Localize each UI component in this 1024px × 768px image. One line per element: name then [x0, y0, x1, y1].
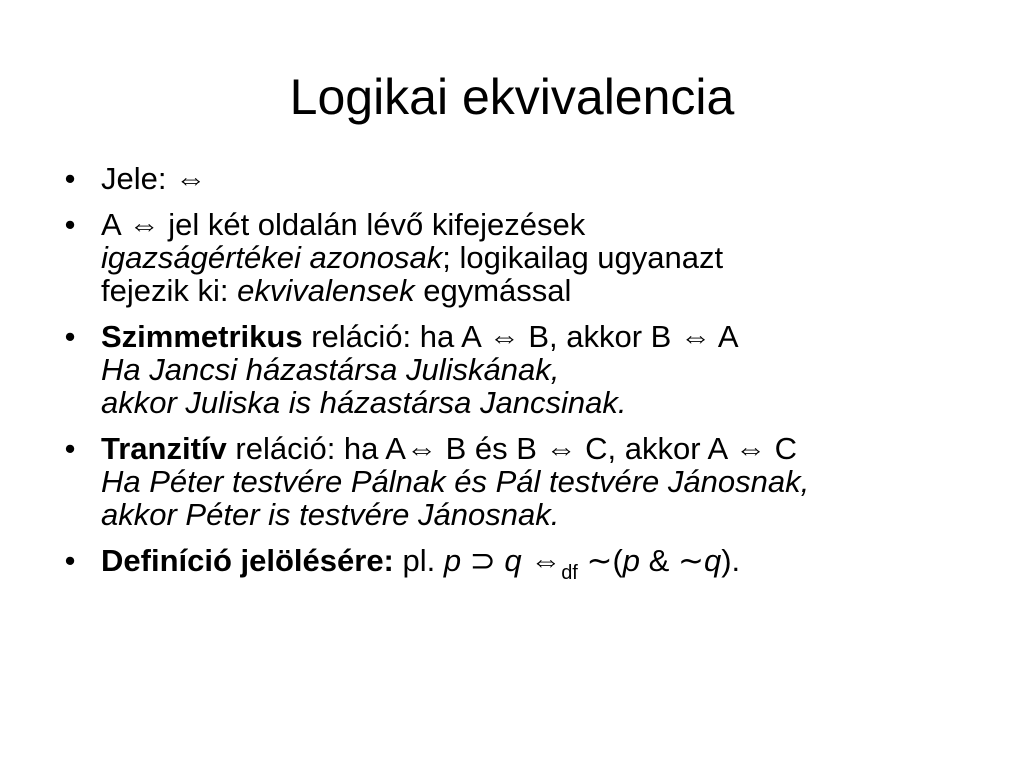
equivalence-symbol: ⇔ [530, 543, 562, 578]
df-subscript: df [561, 562, 578, 584]
bullet-text: reláció: ha A [302, 319, 489, 354]
example-line: Ha Jancsi házastársa Juliskának, [101, 352, 560, 387]
equivalence-symbol: ⇔ [545, 431, 577, 466]
paren-close: ). [721, 543, 741, 578]
bullet-text: reláció: ha A [226, 431, 406, 466]
equivalence-symbol: ⇔ [488, 319, 520, 354]
bullet-mark: • [64, 161, 76, 196]
bullet-text: A [710, 319, 739, 354]
bullet-mark: • [64, 543, 76, 578]
bullet-item-jele [60, 162, 990, 195]
slide-title: Logikai ekvivalencia [289, 69, 735, 125]
conjunction-symbol: & [640, 543, 678, 578]
variable-q: q [703, 543, 722, 578]
bullet-text: C [766, 431, 798, 466]
italic-text: igazságértékei azonosak [101, 240, 443, 275]
equivalence-symbol: ⇔ [679, 319, 711, 354]
bullet-list [60, 162, 990, 603]
bold-term: Szimmetrikus [101, 319, 303, 354]
bullet-text: Jele: [101, 161, 176, 196]
bold-term: Definíció jelölésére: [101, 543, 394, 578]
variable-q: q [504, 543, 522, 578]
bullet-text: jel két oldalán lévő kifejezések [159, 207, 586, 242]
equivalence-symbol: ⇔ [175, 161, 207, 196]
variable-p: p [443, 543, 462, 578]
bullet-mark: • [64, 319, 76, 354]
italic-text: ekvivalensek [237, 273, 415, 308]
space [522, 543, 531, 578]
bullet-mark: • [64, 431, 76, 466]
equivalence-symbol: ⇔ [128, 207, 160, 242]
bullet-text: fejezik ki: [101, 273, 238, 308]
equivalence-symbol: ⇔ [735, 431, 767, 466]
bullet-item-symmetric [60, 320, 990, 419]
implication-symbol: ⊃ [461, 543, 505, 578]
bullet-line [101, 320, 990, 353]
bullet-item-transitive [60, 432, 990, 531]
paren-open: ( [612, 543, 623, 578]
bullet-line [101, 432, 990, 465]
equivalence-symbol: ⇔ [405, 431, 437, 466]
example-line: akkor Juliska is házastársa Jancsinak. [101, 385, 627, 420]
bullet-text: egymással [414, 273, 572, 308]
bullet-text: pl. [393, 543, 444, 578]
example-line: akkor Péter is testvére Jánosnak. [101, 497, 560, 532]
bullet-text: B, akkor B [519, 319, 680, 354]
bullet-line [101, 162, 990, 195]
bullet-line [101, 241, 990, 274]
negation-symbol: ∼ [577, 543, 613, 578]
bullet-text: ; logikailag ugyanazt [442, 240, 724, 275]
example-line: Ha Péter testvére Pálnak és Pál testvére Jánosnak, [101, 464, 810, 499]
bold-term: Tranzitív [101, 431, 227, 466]
bullet-item-meaning [60, 208, 990, 307]
bullet-line [101, 208, 990, 241]
bullet-line [101, 544, 990, 590]
negation-symbol: ∼ [677, 543, 704, 578]
bullet-text: C, akkor A [576, 431, 736, 466]
bullet-text: B és B [436, 431, 546, 466]
variable-p: p [622, 543, 641, 578]
bullet-mark: • [64, 207, 76, 242]
bullet-item-definition [60, 544, 990, 590]
bullet-text: A [101, 207, 129, 242]
bullet-line [101, 274, 990, 307]
